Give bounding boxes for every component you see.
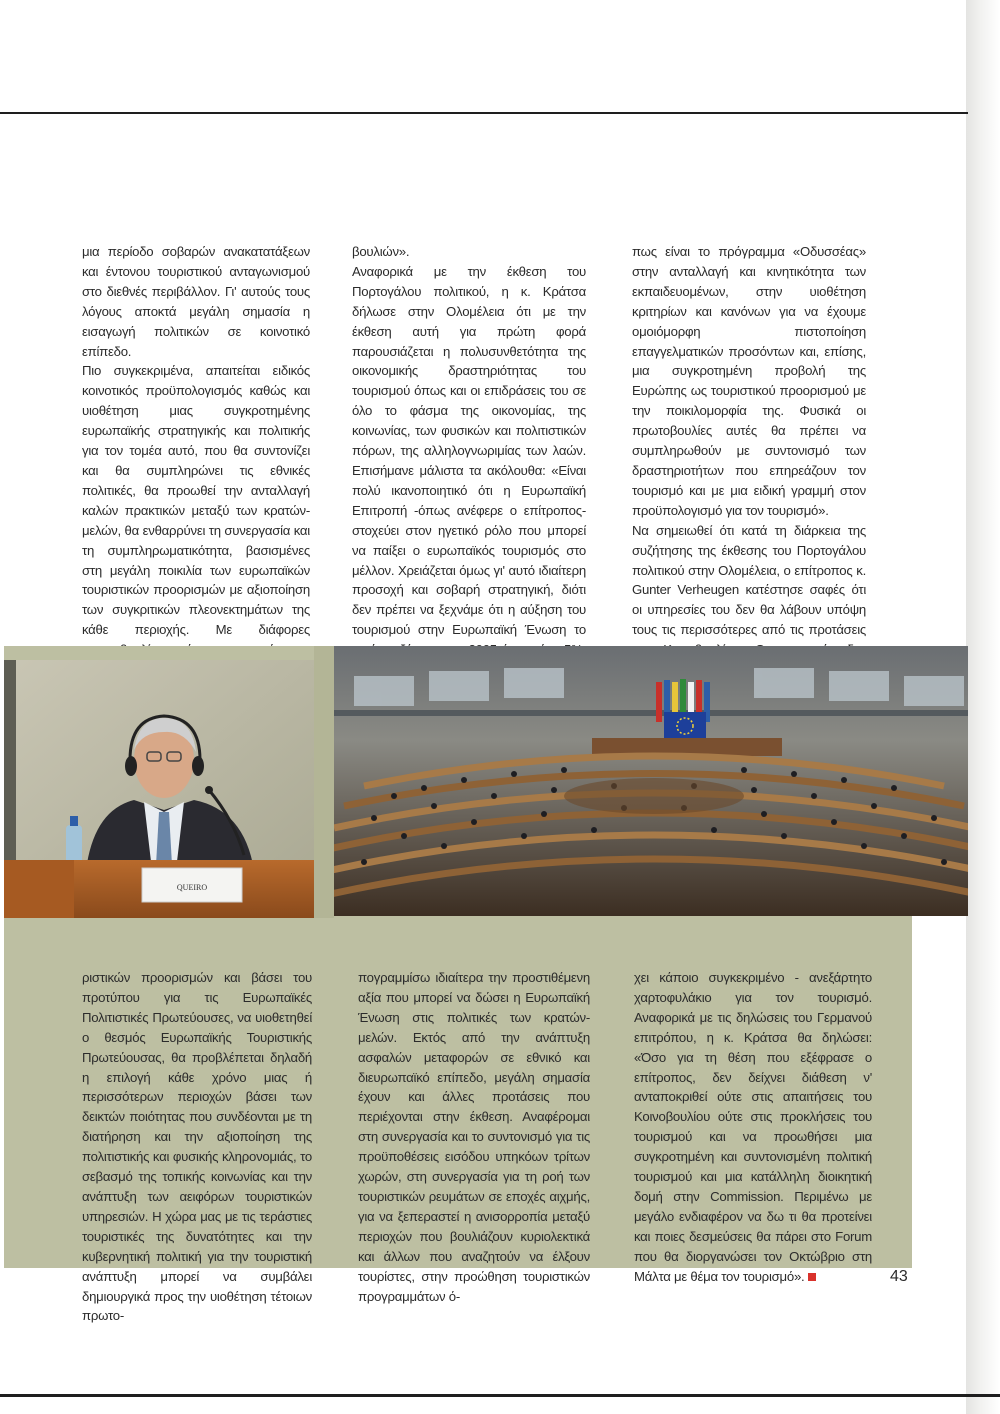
plenary-photo-illustration	[334, 646, 968, 916]
speaker-nameplate-text: QUEIRO	[176, 883, 208, 892]
paragraph: πογραμμίσω ιδιαίτερα την προστιθέμενη αξία που μπορεί να δώσει η Ευρωπαϊκή Ένωση στις πολιτικές των κρατών-μελών. Εκτός από την ανάπτυξη ασφαλών μεταφορών σε εθνικό και διευρωπαϊκό επίπεδο, μεγάλη σημασία έχουν και άλλες προτάσεις που περιέχονται στην έκθεση. Αναφέρομαι στη συνεργασία και το συντονισμό για τις προϋποθέσεις εισόδου υπηκόων τρίτων χωρών, στη συνεργασία για τη ροή των τουριστικών ρευμάτων σε εποχές αιχμής, για να ξεπεραστεί η ανισορροπία μεταξύ περιοχών που βουλιάζουν κυριολεκτικά και άλλων που αναζητούν να έλξουν τουρίστες, στην προώθηση τουριστικών προγραμμάτων ό-	[358, 970, 590, 1304]
paragraph	[634, 968, 872, 1287]
bottom-rule-divider	[0, 1394, 1000, 1397]
page-number: 43	[890, 1268, 908, 1285]
bottom-column-1	[82, 968, 312, 1326]
top-rule-divider	[0, 112, 968, 114]
paragraph: Να σημειωθεί ότι κατά τη διάρκεια της συζήτησης της έκθεσης του Πορτογάλου πολιτικού στην Ολομέλεια, ο επίτροπος κ. Gunter Verheugen κατέστησε σαφές ότι οι υπηρεσίες του δεν θα λάβουν υπόψη τους τις περισσότερες από τις προτάσεις	[632, 522, 866, 638]
paragraph: Πιο συγκεκριμένα, απαιτείται ειδικός κοινοτικός προϋπολογισμός καθώς και υιοθέτηση μιας συγκροτημένης ευρωπαϊκής στρατηγικής και πολιτικής για τον τομέα αυτό, που θα συντονίζει και θα συμπληρώνει τις εθνικές πολιτικές, θα προωθεί την ανταλλαγή καλών πρακτικών μεταξύ των κρατών-μελών, θα ενθαρρύνει τη συνεργασία και τη συμπληρωματικότητα, βασισμένες στη μεγάλη ποικιλία των ευρωπαϊκών τουριστικών προορισμών με αξιοποίηση των συγκριτικών πλεονεκτημάτων της κάθε περιοχής. Με διάφορες	[82, 363, 310, 638]
paragraph: βουλιών».	[352, 244, 410, 259]
article-end-mark-icon	[808, 1273, 816, 1281]
parliament-plenary-photo	[334, 646, 968, 916]
speaker-photo-illustration	[4, 660, 314, 918]
paragraph: ριστικών προορισμών και βάσει του προτύπου για τις Ευρωπαϊκές Πολιτιστικές Πρωτεύουσες, να υιοθετηθεί ο θεσμός Ευρωπαϊκής Τουριστικής Πρωτεύουσας, θα προβλέπεται δηλαδή η επιλογή κάθε χρόνο μιας ή περισσότερων περιοχών βάσει των δεικτών ποιότητας που συνδέονται με τη διατήρηση και την αξιοποίηση της πολιτιστικής και φυσικής κληρονομιάς, το σεβασμό της τοπικής κοινωνίας και την ανάπτυξη των αειφόρων τουριστικών υπηρεσιών. Η χώρα μας με τις τεράστιες τουριστικές της δυνατότητες και την κυβερνητική πολιτική για την τουριστική ανάπτυξη μπορεί να συμβάλει δημιουργικά προς την υιοθέτηση τέτοιων πρωτο-	[82, 970, 312, 1324]
green-photo-gutter	[314, 646, 334, 918]
page-edge-shadow	[966, 0, 1000, 1414]
speaker-photo	[4, 660, 314, 918]
paragraph: Αναφορικά με την έκθεση του Πορτογάλου πολιτικού, η κ. Κράτσα δήλωσε στην Ολομέλεια ότι με την έκθεση αυτή για πρώτη φορά παρουσιάζεται η πολυσυνθετότητα της οικονομικής δραστηριότητας του τουρισμού όπως και οι επιδράσεις του σε όλο το φάσμα της οικονομίας, της κοινωνίας, των φυσικών και πολιτιστικών πόρων, της αλληλογνωριμίας των λαών. Επισήμανε μάλιστα τα ακόλουθα: «Είναι πολύ ικανοποιητικό ότι η Ευρωπαϊκή Επιτροπή -όπως ανέφερε ο επίτροπος- στοχεύει στον ηγετικό ρόλο που μπορεί να παίξει ο ευρωπαϊκός τουρισμός στο μέλλον. Χρειάζεται όμως γι' αυτό ιδιαίτερη προσοχή και σοβαρή στρατηγική, διότι δεν πρέπει να ξεχνάμε ότι η αύξηση του τουρισμού στην Ευρωπαϊκή Ένωση το	[352, 263, 586, 638]
paragraph: μια περίοδο σοβαρών ανακατατάξεων και έντονου τουριστικού ανταγωνισμού στο διεθνές περιβάλλον. Γι' αυτούς τους λόγους αποκτά μεγάλη σημασία η εισαγωγή πολιτικών σε κοινοτικό επίπεδο.	[82, 244, 310, 359]
bottom-column-2	[358, 968, 590, 1306]
paragraph: πως είναι το πρόγραμμα «Οδυσσέας» στην ανταλλαγή και κινητικότητα των εκπαιδευομένων, στην υιοθέτηση κριτηρίων και κανόνων για να έχουμε ομοιόμορφη πιστοποίηση επαγγελματικών προσόντων και, επίσης, μια συγκροτημένη προβολή της Ευρώπης ως τουριστικού προορισμού με την ποικιλομορφία της. Φυσικά οι πρωτοβουλίες αυτές θα πρέπει να συμπληρωθούν με συντονισμό των δραστηριοτήτων που επηρεάζουν τον τουρισμό και με μια ειδική γραμμή στον προϋπολογισμό για τον τουρισμό».	[632, 244, 866, 518]
closing-paragraph-text: χει κάποιο συγκεκριμένο - ανεξάρτητο χαρτοφυλάκιο για τον τουρισμό. Αναφορικά με τις δηλώσεις του Γερμανού επιτρόπου, η κ. Κράτσα θα δηλώσει: «Όσο για τη θέση που εξέφρασε ο επίτροπος, δεν δείχνει διάθεση ν' ανταποκριθεί ούτε στις απαιτήσεις του Κοινοβουλίου ούτε στις προκλήσεις του τουρισμού και να προωθήσει μια συγκροτημένη και συντονισμένη πολιτική τουρισμού και μια κατάλληλη διοικητική δομή στην Commission. Περιμένω με μεγάλο ενδιαφέρον να δω τι θα προτείνει και ποιες δεσμεύσεις θα πάρει στο Forum που θα διοργανώσει τον Οκτώβριο στη Μάλτα με θέμα τον τουρισμό».	[634, 970, 872, 1284]
bottom-column-3	[634, 968, 872, 1287]
